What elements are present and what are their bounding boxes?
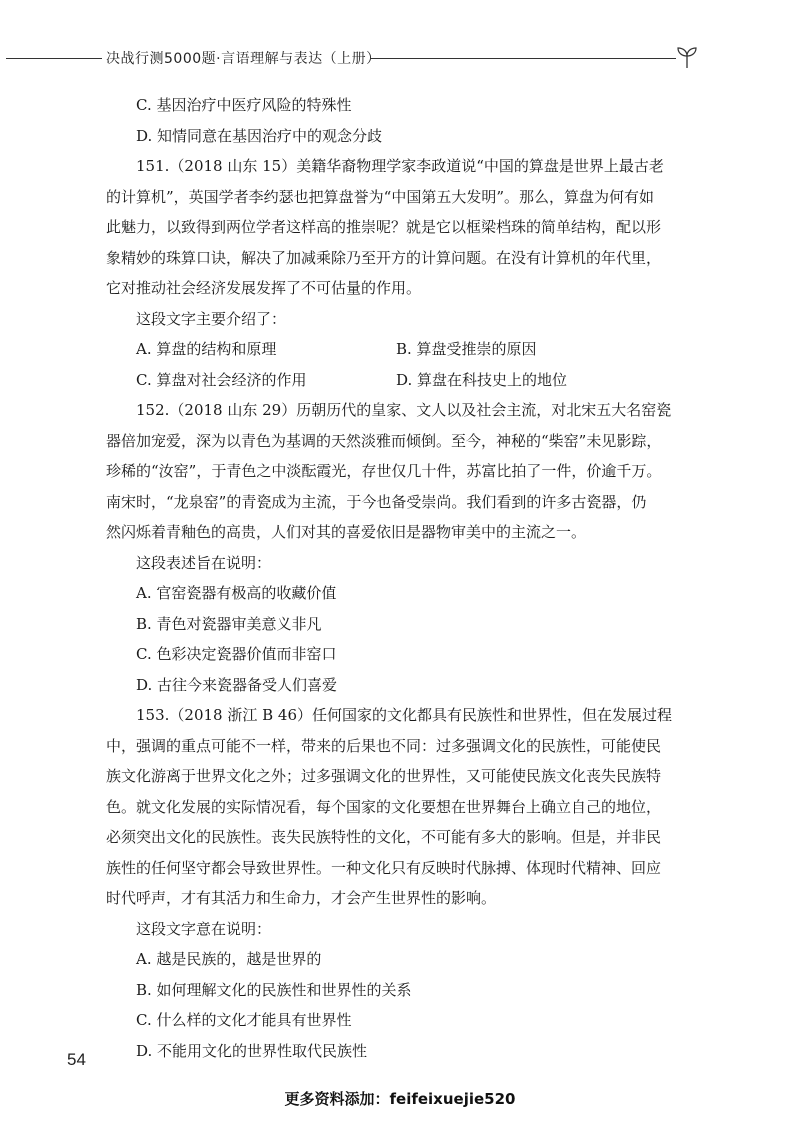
question-151-line: 此魅力，以致得到两位学者这样高的推崇呢？就是它以框梁档珠的简单结构，配以形	[106, 218, 662, 236]
question-151-line: 象精妙的珠算口诀，解决了加减乘除乃至开方的计算问题。在没有计算机的年代里，	[106, 248, 662, 267]
question-152-line: 152.（2018 山东 29）历朝历代的皇家、文人以及社会主流，对北宋五大名窑瓷	[136, 401, 672, 419]
question-153-line: 色。就文化发展的实际情况看，每个国家的文化要想在世界舞台上确立自己的地位，	[106, 797, 662, 816]
option-b: B. 算盘受推崇的原因	[396, 340, 537, 358]
question-152	[106, 395, 696, 700]
question-152-line: 南宋时，“龙泉窑”的青瓷成为主流，于今也备受崇尚。我们看到的许多古瓷器，仍	[106, 492, 647, 511]
question-152-line: 然闪烁着青釉色的高贵，人们对其的喜爱依旧是器物审美中的主流之一。	[106, 523, 587, 541]
question-152-line: 器倍加宠爱，深为以青色为基调的天然淡雅而倾倒。至今，神秘的“柴窑”未见影踪，	[106, 431, 662, 450]
question-153-line: 族文化游离于世界文化之外；过多强调文化的世界性，又可能使民族文化丧失民族特	[106, 767, 662, 785]
question-151-options-row	[106, 365, 696, 396]
option-c: C. 算盘对社会经济的作用	[136, 370, 307, 389]
question-153	[106, 700, 696, 1066]
option-b: B. 如何理解文化的民族性和世界性的关系	[136, 980, 412, 999]
option-d: D. 不能用文化的世界性取代民族性	[136, 1041, 368, 1060]
option-a: A. 越是民族的，越是世界的	[136, 950, 322, 968]
header-rule-right	[370, 58, 676, 59]
question-152-prompt: 这段表述旨在说明：	[136, 553, 272, 572]
footer-note: 更多资料添加：feifeixuejie520	[284, 1090, 516, 1108]
question-153-line: 153.（2018 浙江 B 46）任何国家的文化都具有民族性和世界性，但在发展过程	[136, 706, 672, 724]
option-b: B. 青色对瓷器审美意义非凡	[136, 614, 322, 633]
question-151	[106, 151, 696, 395]
option-a: A. 算盘的结构和原理	[136, 340, 277, 358]
running-header	[0, 44, 800, 76]
header-rule-left	[6, 58, 102, 59]
prev-option-c: C. 基因治疗中医疗风险的特殊性	[136, 96, 352, 114]
question-153-line: 必须突出文化的民族性。丧失民族特性的文化，不可能有多大的影响。但是，并非民	[106, 828, 662, 846]
header-title: 决战行测5000题·言语理解与表达（上册）	[106, 51, 381, 67]
question-151-line: 151.（2018 山东 15）美籍华裔物理学家李政道说“中国的算盘是世界上最古老	[136, 157, 664, 175]
option-d: D. 古往今来瓷器备受人们喜爱	[136, 675, 338, 694]
question-153-line: 时代呼声，才有其活力和生命力，才会产生世界性的影响。	[106, 889, 497, 907]
question-151-prompt: 这段文字主要介绍了：	[136, 309, 287, 328]
question-152-line: 珍稀的“汝窑”，于青色之中淡酝霞光，存世仅几十件，苏富比拍了一件，价逾千万。	[106, 462, 662, 480]
page-content	[106, 90, 696, 1066]
page-number: 54	[67, 1050, 86, 1069]
question-151-line: 的计算机”，英国学者李约瑟也把算盘誉为“中国第五大发明”。那么，算盘为何有如	[106, 187, 655, 206]
option-c: C. 什么样的文化才能具有世界性	[136, 1011, 352, 1029]
question-153-prompt: 这段文字意在说明：	[136, 919, 272, 938]
question-151-line: 它对推动社会经济发展发挥了不可估量的作用。	[106, 279, 422, 297]
option-a: A. 官窑瓷器有极高的收藏价值	[136, 584, 337, 602]
prev-option-d: D. 知情同意在基因治疗中的观念分歧	[136, 126, 383, 145]
question-153-line: 族性的任何坚守都会导致世界性。一种文化只有反映时代脉搏、体现时代精神、回应	[106, 858, 662, 877]
sprout-icon	[676, 44, 698, 70]
option-c: C. 色彩决定瓷器价值而非窑口	[136, 645, 337, 663]
question-151-options-row	[106, 334, 696, 365]
option-d: D. 算盘在科技史上的地位	[396, 370, 568, 389]
question-153-line: 中，强调的重点可能不一样，带来的后果也不同：过多强调文化的民族性，可能使民	[106, 736, 662, 755]
